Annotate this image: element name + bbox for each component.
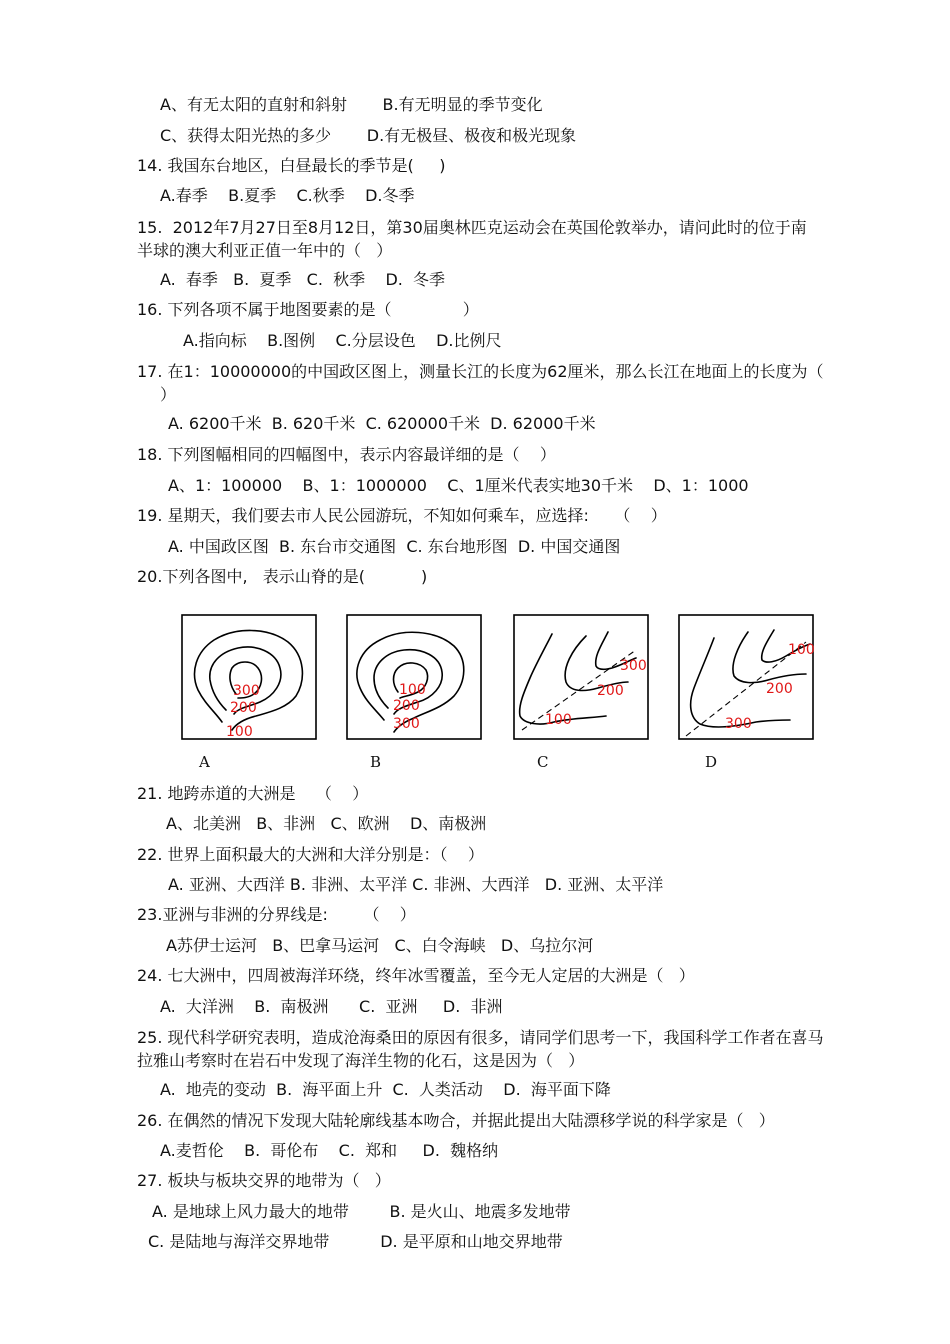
q25-options: A. 地壳的变动 B. 海平面上升 C. 人类活动 D. 海平面下降: [160, 1080, 611, 1099]
q22-options: A. 亚洲、大西洋 B. 非洲、太平洋 C. 非洲、大西洋 D. 亚洲、太平洋: [168, 875, 664, 894]
panel-c-label-300: 300: [620, 658, 647, 674]
q14-options: A.春季 B.夏季 C.秋季 D.冬季: [160, 186, 415, 205]
panel-d-label-200: 200: [766, 681, 793, 697]
panel-c-frame: [514, 615, 648, 739]
panel-c: [514, 615, 648, 739]
figure-caption-c: C: [537, 753, 549, 771]
q19-options: A. 中国政区图 B. 东台市交通图 C. 东台地形图 D. 中国交通图: [168, 537, 621, 556]
q15-stem-line2: 半球的澳大利亚正值一年中的（ ）: [137, 241, 393, 260]
q24-options: A. 大洋洲 B. 南极洲 C. 亚洲 D. 非洲: [160, 997, 503, 1016]
q16-stem: 16. 下列各项不属于地图要素的是（ ）: [137, 300, 479, 319]
panel-c-label-200: 200: [597, 683, 624, 699]
q24-stem: 24. 七大洲中，四周被海洋环绕，终年冰雪覆盖，至今无人定居的大洲是（ ）: [137, 966, 695, 985]
q22-stem: 22. 世界上面积最大的大洲和大洋分别是：（ ）: [137, 845, 484, 864]
panel-d-label-100: 100: [788, 642, 815, 658]
q21-stem: 21. 地跨赤道的大洲是 （ ）: [137, 784, 369, 803]
panel-a: [182, 615, 316, 740]
q13-options-row1: A、有无太阳的直射和斜射 B.有无明显的季节变化: [160, 95, 543, 114]
figure-caption-b: B: [370, 753, 382, 771]
q23-options: A苏伊士运河 B、巴拿马运河 C、白令海峡 D、乌拉尔河: [166, 936, 594, 955]
q26-stem: 26. 在偶然的情况下发现大陆轮廓线基本吻合，并据此提出大陆漂移学说的科学家是（ ）: [137, 1111, 775, 1130]
panel-a-label-100: 100: [226, 724, 253, 740]
panel-a-label-300: 300: [233, 683, 260, 699]
q19-stem: 19. 星期天，我们要去市人民公园游玩，不知如何乘车，应选择: （ ）: [137, 506, 667, 525]
q21-options: A、北美洲 B、非洲 C、欧洲 D、南极洲: [166, 814, 487, 833]
panel-b-label-200: 200: [393, 698, 420, 714]
q15-options: A. 春季 B. 夏季 C. 秋季 D. 冬季: [160, 270, 446, 289]
q27-stem: 27. 板块与板块交界的地带为（ ）: [137, 1171, 391, 1190]
panel-b: [347, 615, 481, 739]
panel-b-label-300: 300: [393, 716, 420, 732]
panel-a-frame: [182, 615, 316, 739]
panel-d-label-300: 300: [725, 716, 752, 732]
q16-options: A.指向标 B.图例 C.分层设色 D.比例尺: [183, 331, 502, 350]
contour-map-figure: [0, 612, 950, 752]
q17-stem-line1: 17. 在1：10000000的中国政区图上，测量长江的长度为62厘米，那么长江在地面上的长度为（: [137, 362, 824, 381]
figure-caption-d: D: [705, 753, 718, 771]
q18-stem: 18. 下列图幅相同的四幅图中，表示内容最详细的是（ ）: [137, 445, 556, 464]
q17-options: A. 6200千米 B. 620千米 C. 620000千米 D. 62000千米: [168, 414, 596, 433]
panel-a-label-200: 200: [230, 700, 257, 716]
figure-caption-a: A: [199, 753, 210, 771]
q27-options-row2: C. 是陆地与海洋交界地带 D. 是平原和山地交界地带: [148, 1232, 563, 1251]
q23-stem: 23.亚洲与非洲的分界线是: （ ）: [137, 905, 416, 924]
panel-c-label-100: 100: [545, 712, 572, 728]
q25-stem-line2: 拉雅山考察时在岩石中发现了海洋生物的化石，这是因为（ ）: [137, 1051, 585, 1070]
q18-options: A、1：100000 B、1：1000000 C、1厘米代表实地30千米 D、1：1000: [168, 476, 749, 495]
panel-d: [679, 615, 815, 739]
q14-stem: 14. 我国东台地区，白昼最长的季节是( ): [137, 156, 446, 175]
q27-options-row1: A. 是地球上风力最大的地带 B. 是火山、地震多发地带: [152, 1202, 571, 1221]
panel-c-contour-100: [520, 634, 606, 724]
q13-options-row2: C、获得太阳光热的多少 D.有无极昼、极夜和极光现象: [160, 126, 577, 145]
q26-options: A.麦哲伦 B. 哥伦布 C. 郑和 D. 魏格纳: [160, 1141, 499, 1160]
q15-stem-line1: 15. 2012年7月27日至8月12日，第30届奥林匹克运动会在英国伦敦举办，请问此时的位于南: [137, 218, 807, 237]
q17-stem-line2: ）: [160, 385, 177, 404]
panel-b-label-100: 100: [399, 682, 426, 698]
q25-stem-line1: 25. 现代科学研究表明，造成沧海桑田的原因有很多，请同学们思考一下，我国科学工作者在喜马: [137, 1028, 824, 1047]
q20-stem: 20.下列各图中, 表示山脊的是( ): [137, 567, 428, 586]
